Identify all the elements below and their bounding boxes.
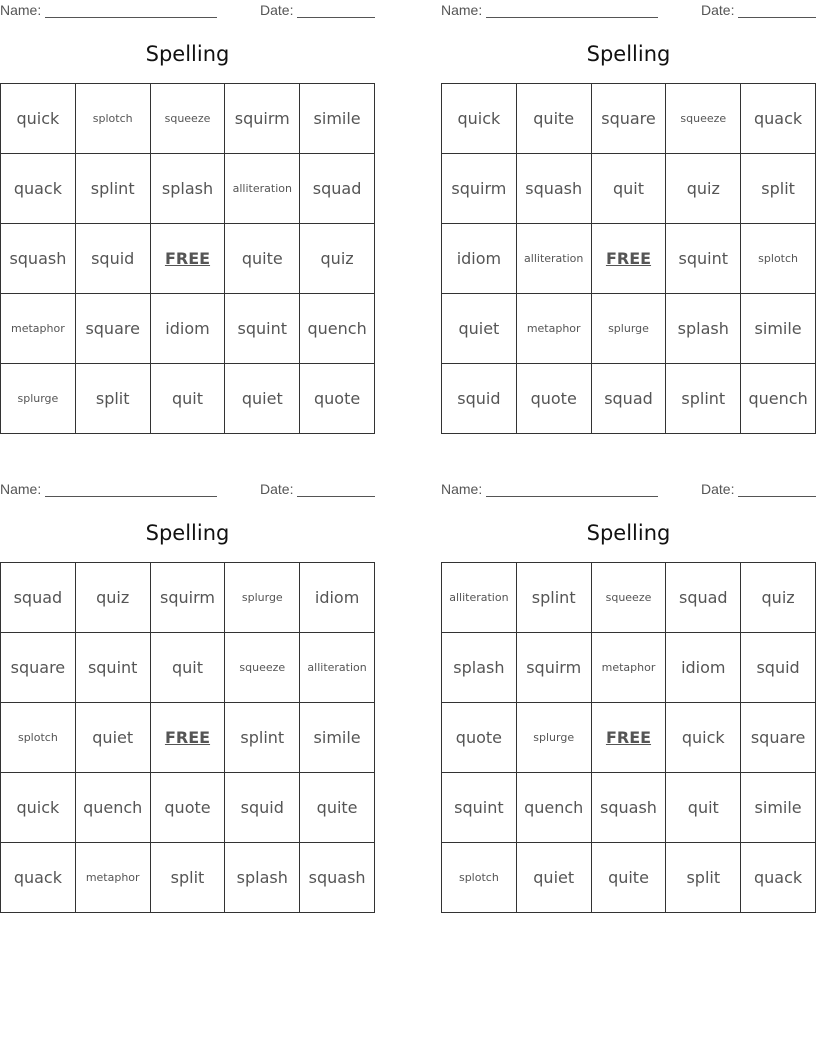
bingo-grid (441, 562, 816, 913)
bingo-cell: splash (151, 154, 226, 224)
bingo-cell: splash (225, 843, 300, 913)
bingo-cell: squid (225, 773, 300, 843)
date-blank-line (738, 496, 816, 497)
name-date-row (0, 0, 375, 20)
bingo-cell: idiom (666, 633, 741, 703)
free-space-cell: FREE (592, 224, 667, 294)
bingo-cell: squad (1, 563, 76, 633)
bingo-cell: split (151, 843, 226, 913)
name-label: Name: (441, 481, 483, 497)
name-blank-line (45, 496, 217, 497)
name-label: Name: (0, 481, 42, 497)
bingo-cell: squeeze (151, 84, 226, 154)
bingo-cell: quiz (741, 563, 816, 633)
bingo-cell: alliteration (517, 224, 592, 294)
bingo-cell: squeeze (592, 563, 667, 633)
date-label: Date: (701, 481, 735, 497)
bingo-cell: squirm (225, 84, 300, 154)
bingo-cell: splotch (741, 224, 816, 294)
name-date-row (441, 479, 816, 499)
bingo-cell: squad (592, 364, 667, 434)
bingo-cell: quiz (666, 154, 741, 224)
bingo-cell: splotch (1, 703, 76, 773)
bingo-cell: splurge (1, 364, 76, 434)
date-blank-line (297, 17, 375, 18)
bingo-cell: quiet (76, 703, 151, 773)
name-label: Name: (0, 2, 42, 18)
bingo-cell: quit (151, 364, 226, 434)
bingo-cell: squint (666, 224, 741, 294)
date-label: Date: (701, 2, 735, 18)
bingo-cell: idiom (300, 563, 375, 633)
bingo-cell: quack (1, 154, 76, 224)
card-title: Spelling (586, 521, 671, 545)
name-blank-line (486, 496, 658, 497)
date-label: Date: (260, 481, 294, 497)
bingo-cell: squirm (517, 633, 592, 703)
bingo-cell: splint (76, 154, 151, 224)
bingo-cell: quack (741, 84, 816, 154)
bingo-cell: metaphor (517, 294, 592, 364)
bingo-cell: square (76, 294, 151, 364)
bingo-cell: squash (517, 154, 592, 224)
bingo-cell: squeeze (666, 84, 741, 154)
bingo-cell: quench (517, 773, 592, 843)
bingo-cell: quick (1, 84, 76, 154)
date-blank-line (738, 17, 816, 18)
bingo-cell: metaphor (1, 294, 76, 364)
bingo-cell: quench (300, 294, 375, 364)
bingo-cell: split (741, 154, 816, 224)
bingo-cell: quack (1, 843, 76, 913)
bingo-cell: splint (517, 563, 592, 633)
bingo-cell: splotch (76, 84, 151, 154)
bingo-cell: idiom (442, 224, 517, 294)
bingo-cell: quiet (442, 294, 517, 364)
bingo-cell: squint (442, 773, 517, 843)
free-space-cell: FREE (592, 703, 667, 773)
bingo-cell: quite (592, 843, 667, 913)
bingo-cell: metaphor (76, 843, 151, 913)
bingo-cell: metaphor (592, 633, 667, 703)
bingo-cell: squid (741, 633, 816, 703)
name-date-row (0, 479, 375, 499)
bingo-cell: splurge (592, 294, 667, 364)
bingo-cell: splint (666, 364, 741, 434)
bingo-cell: quite (300, 773, 375, 843)
bingo-cell: quote (151, 773, 226, 843)
free-space-cell: FREE (151, 224, 226, 294)
bingo-grid (441, 83, 816, 434)
bingo-cell: simile (741, 773, 816, 843)
free-space-cell: FREE (151, 703, 226, 773)
bingo-grid (0, 562, 375, 913)
date-label: Date: (260, 2, 294, 18)
bingo-cell: squad (300, 154, 375, 224)
bingo-cell: quiz (300, 224, 375, 294)
bingo-cell: quick (442, 84, 517, 154)
bingo-cell: alliteration (442, 563, 517, 633)
bingo-cell: square (592, 84, 667, 154)
bingo-cell: quit (666, 773, 741, 843)
bingo-cell: squad (666, 563, 741, 633)
bingo-cell: simile (300, 84, 375, 154)
bingo-cell: alliteration (300, 633, 375, 703)
bingo-card (0, 479, 375, 887)
bingo-cell: splash (442, 633, 517, 703)
bingo-cell: quick (666, 703, 741, 773)
bingo-cell: simile (300, 703, 375, 773)
bingo-cell: squeeze (225, 633, 300, 703)
card-title: Spelling (145, 521, 230, 545)
bingo-cell: squid (442, 364, 517, 434)
bingo-cell: simile (741, 294, 816, 364)
bingo-cell: squint (225, 294, 300, 364)
bingo-card (441, 479, 816, 887)
bingo-cell: quote (300, 364, 375, 434)
bingo-cell: idiom (151, 294, 226, 364)
bingo-cell: quack (741, 843, 816, 913)
bingo-cell: splurge (517, 703, 592, 773)
bingo-cell: quite (517, 84, 592, 154)
bingo-cell: squash (592, 773, 667, 843)
bingo-cell: splint (225, 703, 300, 773)
bingo-grid (0, 83, 375, 434)
bingo-cell: squirm (151, 563, 226, 633)
bingo-cell: squid (76, 224, 151, 294)
bingo-cell: quite (225, 224, 300, 294)
bingo-cell: quiet (225, 364, 300, 434)
bingo-cell: quote (517, 364, 592, 434)
bingo-cell: splash (666, 294, 741, 364)
bingo-cell: square (741, 703, 816, 773)
bingo-card (0, 0, 375, 408)
bingo-cell: squirm (442, 154, 517, 224)
bingo-cell: quiet (517, 843, 592, 913)
bingo-cell: splurge (225, 563, 300, 633)
bingo-cell: alliteration (225, 154, 300, 224)
name-blank-line (45, 17, 217, 18)
bingo-cell: quit (592, 154, 667, 224)
bingo-cell: squash (1, 224, 76, 294)
bingo-cell: quote (442, 703, 517, 773)
name-label: Name: (441, 2, 483, 18)
bingo-cell: quench (76, 773, 151, 843)
bingo-cell: square (1, 633, 76, 703)
date-blank-line (297, 496, 375, 497)
bingo-cell: squash (300, 843, 375, 913)
bingo-cell: splotch (442, 843, 517, 913)
bingo-card (441, 0, 816, 408)
bingo-cell: squint (76, 633, 151, 703)
bingo-cell: quiz (76, 563, 151, 633)
bingo-cell: quit (151, 633, 226, 703)
bingo-cell: split (76, 364, 151, 434)
card-title: Spelling (586, 42, 671, 66)
card-title: Spelling (145, 42, 230, 66)
bingo-cell: quench (741, 364, 816, 434)
bingo-cell: quick (1, 773, 76, 843)
name-blank-line (486, 17, 658, 18)
bingo-cell: split (666, 843, 741, 913)
name-date-row (441, 0, 816, 20)
